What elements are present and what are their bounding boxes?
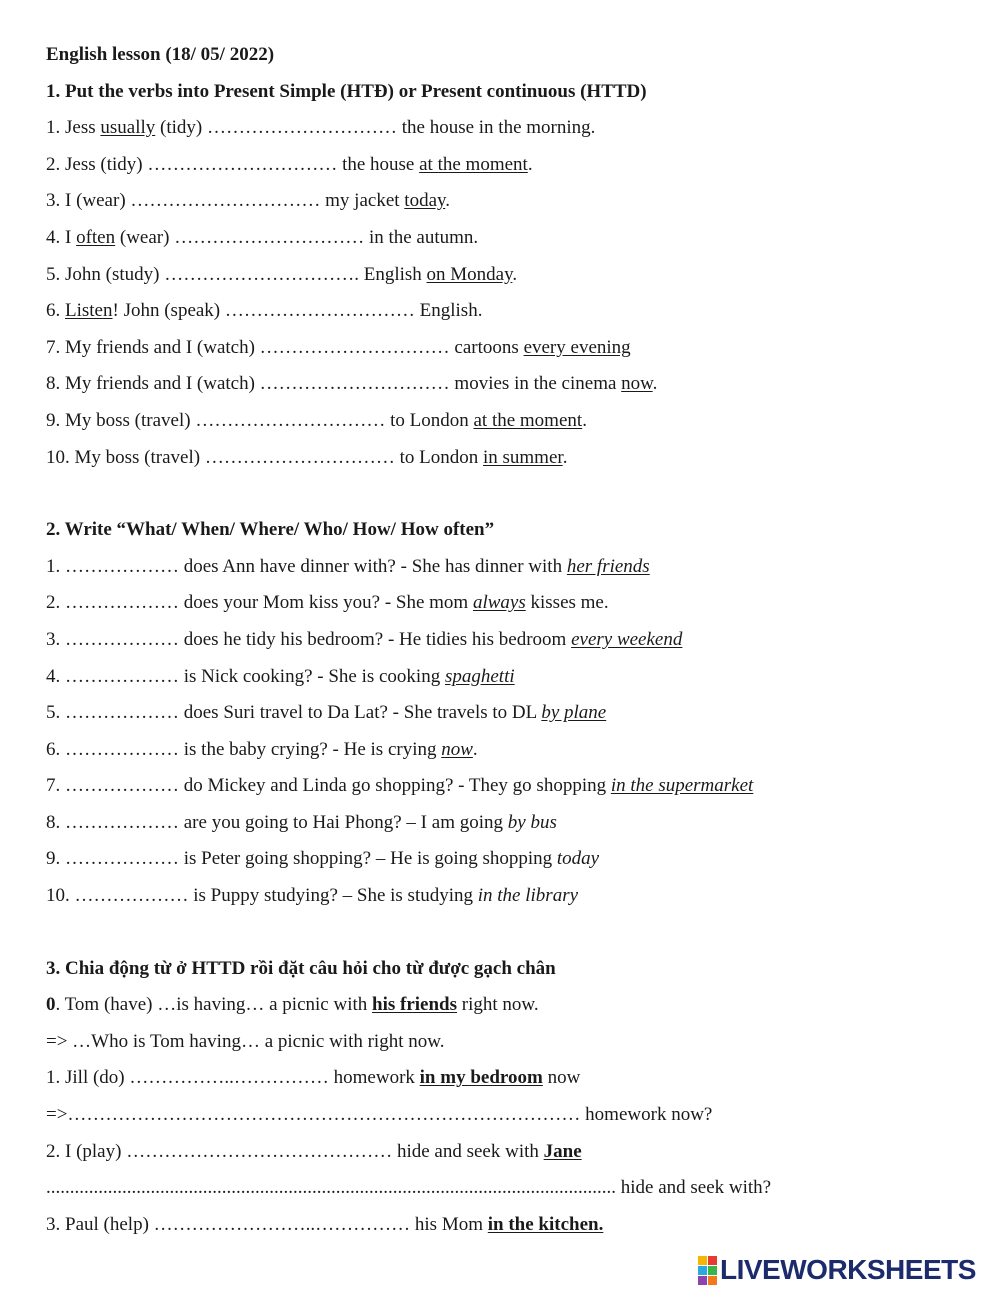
item-text-end: (wear) ………………………… in the autumn.: [115, 226, 479, 248]
liveworksheets-logo: [698, 1254, 976, 1286]
item-keyword: at the moment: [419, 153, 528, 175]
logo-square: [698, 1276, 707, 1285]
item-keyword: by bus: [507, 811, 557, 833]
section1-item-10: [46, 447, 966, 484]
section2-item-7: [46, 775, 966, 812]
logo-square: [708, 1266, 717, 1275]
item-keyword: always: [472, 592, 526, 614]
item-keyword: every evening: [523, 336, 631, 358]
example-answer: => …Who is Tom having… a picnic with right now.: [46, 1030, 445, 1052]
item-text: 9. ……………… is Peter going shopping? – He is going shopping: [46, 848, 557, 870]
section1-item-9: [46, 410, 966, 447]
section2-item-1: [46, 556, 966, 593]
section2-item-10: [46, 885, 966, 922]
section2-list: [46, 556, 966, 922]
section2-item-3: [46, 629, 966, 666]
section3-heading: 3. Chia động từ ở HTTD rồi đặt câu hỏi cho từ được gạch chân: [46, 957, 556, 979]
example-text: . Tom (have) …is having… a picnic with: [55, 994, 373, 1016]
item-text: 7. ……………… do Mickey and Linda go shopping? - They go shopping: [46, 775, 611, 797]
item-text: 3. I (wear) ………………………… my jacket: [46, 190, 405, 212]
item-keyword: every weekend: [571, 628, 683, 650]
item-text-end: .: [445, 190, 451, 212]
item-text: 6. ……………… is the baby crying? - He is crying: [46, 738, 442, 760]
item-text: 4. ……………… is Nick cooking? - She is cooking: [46, 665, 445, 687]
example-number: 0: [46, 994, 56, 1016]
item-text: 2. ……………… does your Mom kiss you? - She mom: [46, 592, 473, 614]
section1-list: [46, 117, 966, 483]
item-text-end: .: [527, 153, 533, 175]
section2-item-2: [46, 592, 966, 629]
example-sentence: [46, 994, 966, 1031]
worksheet-page: [46, 44, 966, 1250]
example-text-end: right now.: [457, 994, 539, 1016]
section2-heading: 2. Write “What/ When/ Where/ Who/ How/ How often”: [46, 519, 495, 541]
page-title: English lesson (18/ 05/ 2022): [46, 44, 275, 65]
section1-item-1: [46, 117, 966, 154]
item-text: 2. Jess (tidy) ………………………… the house: [46, 153, 420, 175]
item-text-end: .: [582, 409, 587, 431]
item-text-end: .: [512, 263, 518, 285]
item-text-end: kisses me.: [525, 592, 609, 614]
question-1-underlined: in my bedroom: [419, 1067, 543, 1089]
item-text: 7. My friends and I (watch) ………………………… cartoons: [46, 336, 524, 358]
section2-item-8: [46, 812, 966, 849]
section1-heading: 1. Put the verbs into Present Simple (HTĐ) or Present continuous (HTTD): [46, 80, 647, 102]
question-3-text: 3. Paul (help) ……………………..…………… his Mom: [46, 1213, 488, 1235]
item-keyword: her friends: [566, 555, 650, 577]
item-text: 1. ……………… does Ann have dinner with? - She has dinner with: [46, 555, 567, 577]
item-text: 10. My boss (travel) ………………………… to London: [46, 446, 483, 468]
section2-item-5: [46, 702, 966, 739]
question-3: [46, 1214, 966, 1251]
item-keyword: today: [556, 848, 600, 870]
item-keyword: Listen: [65, 300, 113, 322]
section2-item-4: [46, 666, 966, 703]
section1-item-7: [46, 337, 966, 374]
item-text: 3. ……………… does he tidy his bedroom? - He tidies his bedroom: [46, 628, 572, 650]
item-text: 6.: [46, 300, 65, 322]
item-keyword: now: [621, 373, 653, 395]
item-text-end: .: [472, 738, 478, 760]
spacer: [46, 922, 966, 958]
item-text: 9. My boss (travel) ………………………… to London: [46, 409, 474, 431]
section1-item-8: [46, 373, 966, 410]
item-keyword: on Monday: [426, 263, 513, 285]
question-2-answer: ........................................................................................................................ hide and seek with?: [46, 1177, 772, 1199]
section1-item-2: [46, 154, 966, 191]
item-keyword: often: [76, 226, 116, 248]
item-text: 10. ……………… is Puppy studying? – She is studying: [46, 885, 478, 907]
item-text: 5. ……………… does Suri travel to Da Lat? - She travels to DL: [46, 702, 542, 724]
section1-item-6: [46, 300, 966, 337]
question-1-answer: =>……………………………………………………………………… homework now?: [46, 1104, 713, 1126]
item-text: 8. My friends and I (watch) ………………………… movies in the cinema: [46, 373, 622, 395]
section1-item-4: [46, 227, 966, 264]
question-2-text: 2. I (play) …………………………………… hide and seek with: [46, 1140, 544, 1162]
section1-item-5: [46, 264, 966, 301]
question-2-underlined: Jane: [543, 1140, 582, 1162]
logo-square: [708, 1276, 717, 1285]
question-2: [46, 1141, 966, 1178]
item-text-end: (tidy) ………………………… the house in the morning.: [155, 117, 596, 139]
logo-grid-icon: [698, 1256, 717, 1285]
question-1-text: 1. Jill (do) ……………..…………… homework: [46, 1067, 420, 1089]
logo-square: [698, 1266, 707, 1275]
item-keyword: by plane: [541, 702, 607, 724]
item-keyword: in the supermarket: [610, 775, 754, 797]
question-1: [46, 1067, 966, 1104]
example-underlined: his friends: [372, 994, 458, 1016]
item-keyword: at the moment: [473, 409, 583, 431]
item-text-end: .: [652, 373, 658, 395]
section2-item-6: [46, 739, 966, 776]
item-text: 5. John (study) …………………………. English: [46, 263, 427, 285]
section1-item-3: [46, 190, 966, 227]
item-keyword: today: [404, 190, 446, 212]
item-keyword: now: [441, 738, 473, 760]
item-keyword: in summer: [482, 446, 563, 468]
question-1-end: now: [542, 1067, 581, 1089]
item-text: 1. Jess: [46, 117, 101, 139]
item-keyword: spaghetti: [444, 665, 515, 687]
logo-square: [708, 1256, 717, 1265]
item-text: 8. ……………… are you going to Hai Phong? – I am going: [46, 811, 508, 833]
question-3-underlined: in the kitchen.: [487, 1213, 604, 1235]
logo-text: LIVEWORKSHEETS: [720, 1254, 976, 1285]
item-text-end: .: [562, 446, 568, 468]
spacer: [46, 483, 966, 519]
section2-item-9: [46, 848, 966, 885]
item-text: 4. I: [46, 226, 77, 248]
item-text-end: ! John (speak) ………………………… English.: [112, 300, 483, 322]
logo-square: [698, 1256, 707, 1265]
item-keyword: usually: [100, 117, 156, 139]
item-keyword: in the library: [477, 885, 579, 907]
